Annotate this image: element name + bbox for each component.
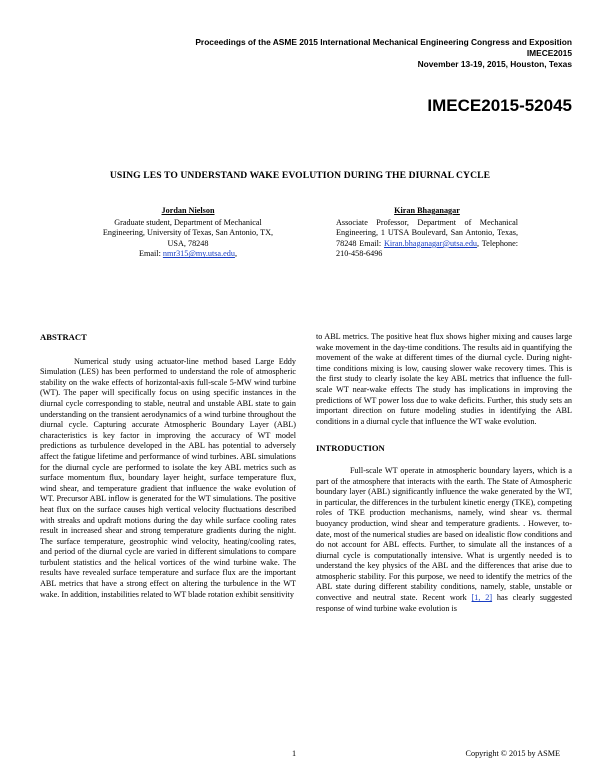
introduction-heading: INTRODUCTION <box>316 443 385 454</box>
email-suffix: , <box>234 249 237 259</box>
author-phone: , Telephone: 210-458-6496 <box>336 238 519 259</box>
email-label: Email: <box>139 249 163 259</box>
author-email-line <box>88 249 288 260</box>
author-affiliation-line: Engineering, University of Texas, San Antonio, TX, <box>102 228 274 238</box>
abstract-continued: to ABL metrics. The positive heat flux shows higher mixing and causes large wake movement in the day-time conditions. The results aid in quantifying the movement of the wake at different times of the diurnal cycle. During night-time conditions mixing is low, causing slower wake recovery times. This is the first study to clearly isolate the key ABL metrics that influence the full-scale WT near-wake effects The study has implications in improving the predictions of WT power loss due to wake deficits. Further, this study sets an important direction on future modeling studies in identifying the ABL conditions in a diurnal cycle that influence the WT wake evolution. <box>316 332 572 426</box>
intro-text-part: has clearly suggested response of wind turbine wake evolution is <box>316 593 572 613</box>
author-block-1 <box>88 206 288 260</box>
author-affiliation-line: USA, 78248 <box>167 238 209 248</box>
conference-title: Proceedings of the ASME 2015 International Mechanical Engineering Congress and Exposition <box>195 37 572 47</box>
author-email-link[interactable]: Kiran.bhaganagar@utsa.edu <box>383 238 478 248</box>
author-name: Kiran Bhaganagar <box>394 206 460 215</box>
paper-title: USING LES TO UNDERSTAND WAKE EVOLUTION DURING THE DIURNAL CYCLE <box>109 170 491 181</box>
author-name: Jordan Nielson <box>161 206 215 215</box>
right-column <box>316 332 572 614</box>
abstract-text: Numerical study using actuator-line method based Large Eddy Simulation (LES) has been performed to understand the role of atmospheric stability on the wake effects of horizontal-axis full-scale 5-MW wind turbine (WT). The paper will specifically focus on using specific instances in the diurnal cycle corresponding to stable, neutral and unstable ABL state to gain understanding on the transient aerodynamics of a wind turbine throughout the diurnal cycle. Capturing accurate Atmospheric Boundary Layer (ABL) characteristics is key factor in improving the accuracy of WT model predictions as turbulence developed in the ABL has potential to adversely affect the fatigue lifetime and performance of wind turbines. ABL simulations for the diurnal cycle are performed to isolate the key ABL metrics such as surface momentum flux, boundary layer height, surface temperature flux, wind shear, and temperature gradient that influence the wake evolution of WT. Precursor ABL inflow is generated for the WT simulations. The positive heat flux on the surface causes high vertical velocity fluctuations described with streaks and updraft motions during the day while surface cooling rates result in increased shear and strong temperature gradients during the night. The surface temperature, geostrophic wind velocity, heating/cooling rates, and period of the diurnal cycle are varied in different simulations to compare turbulent statistics and the helical vortices of the wind turbine wake. The results have revealed surface temperature and surface flux are the important ABL metrics that have a strong effect on altering the turbulence in the WT wake. In addition, instabilities related to WT blade rotation exhibit sensitivity <box>40 356 296 599</box>
abstract-heading: ABSTRACT <box>40 332 87 342</box>
citation-link[interactable]: [1, 2] <box>471 593 493 603</box>
introduction-text <box>316 466 572 614</box>
conference-dates: November 13-19, 2015, Houston, Texas <box>417 59 572 69</box>
author-affiliation-line: Graduate student, Department of Mechanical <box>114 217 262 227</box>
author-email-link[interactable]: nmr315@my.utsa.edu <box>162 249 235 259</box>
paper-id: IMECE2015-52045 <box>427 96 572 115</box>
intro-text-part: Full-scale WT operate in atmospheric boundary layers, which is a part of the atmosphere that interacts with the earth. The State of Atmospheric boundary layer (ABL) significantly influence the wake generated by the WT, in particular, the differences in the turbulent kinetic energy (TKE), competing roles of TKE production mechanisms, namely, wind shear vs. thermal buoyancy production, wind shear and temperature gradients. . However, to-date, most of the numerical studies are based on idealistic flow conditions and do not account for ABL effects. Further, to simulate all the instances of a diurnal cycle is computationally intensive. What is urgently needed is to understand the key physics of the ABL and the differences that arise due to atmospheric stability. For this purpose, we need to identify the metrics of the ABL state during different stability conditions, namely, stable, unstable or convective and neutral state. Recent work <box>316 465 572 603</box>
copyright: Copyright © 2015 by ASME <box>465 749 560 758</box>
left-column <box>40 332 296 600</box>
author-block-2 <box>336 206 518 260</box>
conference-code: IMECE2015 <box>526 48 572 58</box>
author-affiliation: Associate Professor, Department of Mechanical Engineering, 1 UTSA Boulevard, San Antonio, Texas, 78248 Email: <box>336 217 518 248</box>
page-number: 1 <box>292 749 297 758</box>
